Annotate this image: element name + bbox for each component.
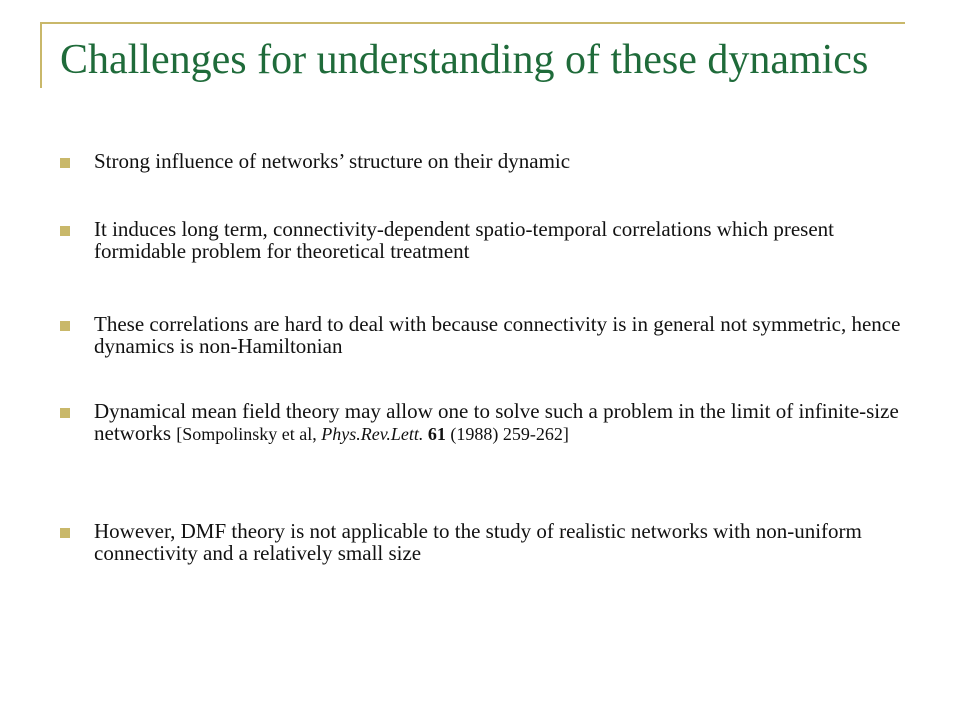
citation-year-pages: (1988) 259-262] xyxy=(445,424,569,444)
bullet-text: These correlations are hard to deal with because connectivity is in general not symmetric, hence dynamics is non-Hamiltonian xyxy=(94,312,901,358)
square-bullet-icon xyxy=(60,321,70,331)
bullet-text: Strong influence of networks’ structure on their dynamic xyxy=(94,149,571,173)
square-bullet-icon xyxy=(60,408,70,418)
title-frame-top-rule xyxy=(40,22,905,24)
square-bullet-icon xyxy=(60,226,70,236)
citation-open: [ xyxy=(176,424,183,444)
bullet-text xyxy=(94,400,930,445)
citation-volume: 61 xyxy=(427,424,446,444)
bullet-text: However, DMF theory is not applicable to the study of realistic networks with non-uniform connectivity and a relatively small size xyxy=(94,519,862,565)
title-frame-left-rule xyxy=(40,22,42,88)
bullet-text: It induces long term, connectivity-dependent spatio-temporal correlations which present formidable problem for theoretical treatment xyxy=(94,217,835,263)
citation-authors: Sompolinsky et al, xyxy=(182,424,322,444)
citation-journal: Phys.Rev.Lett. xyxy=(321,424,424,444)
slide-title: Challenges for understanding of these dynamics xyxy=(60,37,869,83)
bullet-main-text: Dynamical mean field theory may allow one to solve such a problem in the limit of infinite-size networks xyxy=(94,399,899,445)
citation xyxy=(176,424,569,444)
square-bullet-icon xyxy=(60,528,70,538)
square-bullet-icon xyxy=(60,158,70,168)
